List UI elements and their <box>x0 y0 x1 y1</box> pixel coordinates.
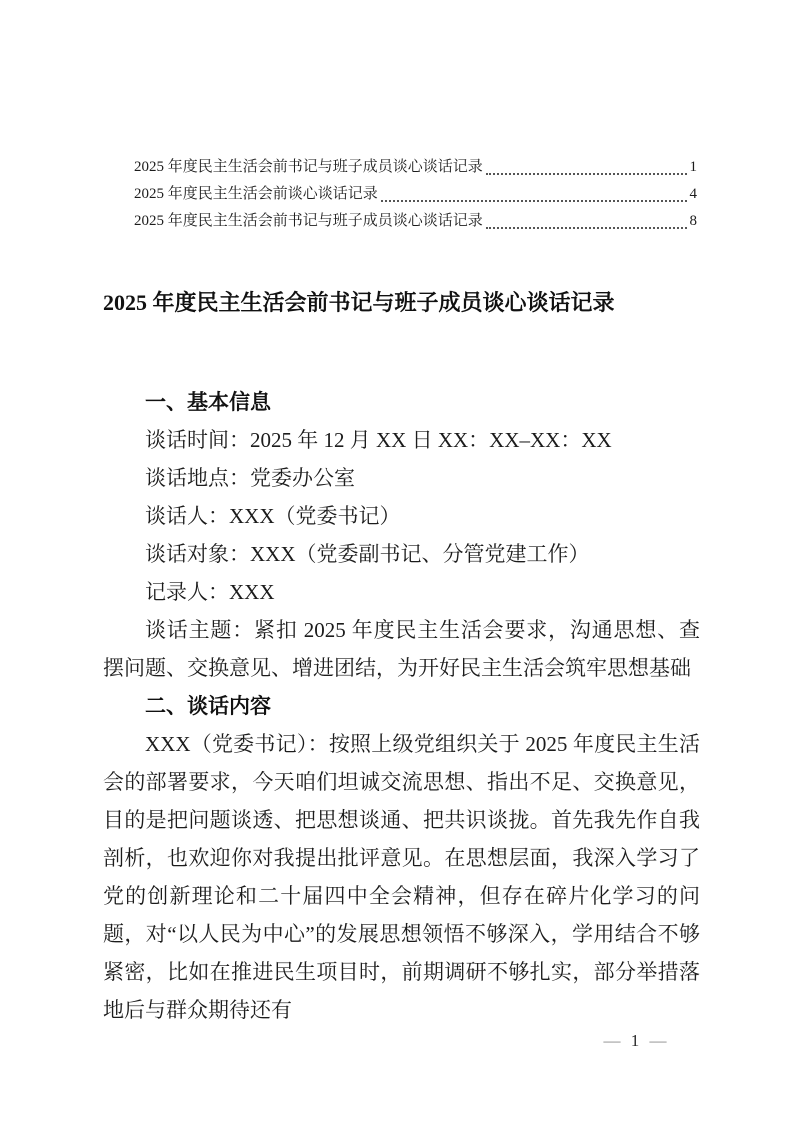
field-recorder: 记录人：XXX <box>145 580 275 604</box>
document-body <box>103 383 700 1029</box>
footer-left-dash: — <box>603 1031 621 1050</box>
field-talk-person: 谈话人：XXX（党委书记） <box>145 504 401 528</box>
toc-entry-3[interactable] <box>134 208 697 235</box>
toc-entry-page-number: 4 <box>689 186 697 202</box>
table-of-contents <box>134 154 697 235</box>
toc-entry-label: 2025 年度民主生活会前谈心谈话记录 <box>134 186 378 202</box>
page-number-footer <box>555 1030 715 1052</box>
toc-entry-label: 2025 年度民主生活会前书记与班子成员谈心谈话记录 <box>134 213 483 229</box>
section-heading-basic-info: 一、基本信息 <box>145 390 271 414</box>
field-talk-target: 谈话对象：XXX（党委副书记、分管党建工作） <box>145 542 590 566</box>
document-title: 2025 年度民主生活会前书记与班子成员谈心谈话记录 <box>103 290 615 315</box>
field-talk-time: 谈话时间：2025 年 12 月 XX 日 XX：XX–XX：XX <box>145 428 612 452</box>
toc-leader-dots <box>486 173 687 175</box>
section-heading-talk-content: 二、谈话内容 <box>145 694 271 718</box>
footer-page-number: 1 <box>630 1031 640 1050</box>
field-talk-topic: 谈话主题：紧扣 2025 年度民主生活会要求，沟通思想、查摆问题、交换意见、增进团结，为开好民主生活会筑牢思想基础 <box>103 618 700 680</box>
talk-content-paragraph: XXX（党委书记）：按照上级党组织关于 2025 年度民主生活会的部署要求，今天咱们坦诚交流思想、指出不足、交换意见，目的是把问题谈透、把思想谈通、把共识谈拢。首先我先作自我剖析，也欢迎你对我提出批评意见。在思想层面，我深入学习了党的创新理论和二十届四中全会精神，但存在碎片化学习的问题，对“以人民为中心”的发展思想领悟不够深入，学用结合不够紧密，比如在推进民生项目时，前期调研不够扎实，部分举措落地后与群众期待还有 <box>103 732 700 1022</box>
footer-right-dash: — <box>649 1031 667 1050</box>
toc-entry-1[interactable] <box>134 154 697 181</box>
toc-entry-label: 2025 年度民主生活会前书记与班子成员谈心谈话记录 <box>134 159 483 175</box>
toc-leader-dots <box>381 200 687 202</box>
toc-entry-2[interactable] <box>134 181 697 208</box>
field-talk-location: 谈话地点：党委办公室 <box>145 466 355 490</box>
toc-leader-dots <box>486 227 687 229</box>
toc-entry-page-number: 1 <box>689 159 697 175</box>
toc-entry-page-number: 8 <box>689 213 697 229</box>
